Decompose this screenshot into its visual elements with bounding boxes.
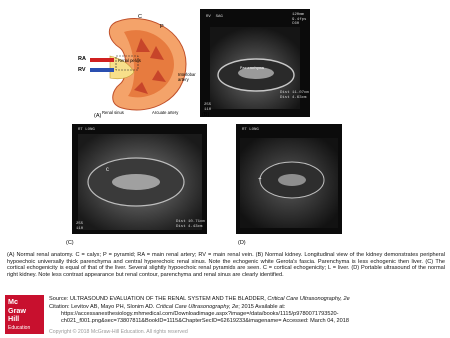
panel-c-ultrasound	[72, 124, 207, 234]
us-header-c: RT LONG	[78, 128, 95, 132]
citation-url[interactable]: https://accessanesthesiology.mhmedical.com/Downloadimage.aspx?image=/data/books/1115/p9780071793520-ch021_f001.png&sec=73807811&BookID=1115&ChapterSecID=62619233&imagename= Accessed: March 04, 2018	[61, 311, 349, 325]
kidney-illustration	[86, 12, 196, 120]
citation-rest: ; 2015 Available at:	[238, 303, 286, 310]
us-measure-b: Dist 11.07cm Dist 4.63cm	[280, 91, 309, 100]
us-header-d: RT LONG	[242, 128, 259, 132]
annotation-arcuate-artery: Arcuate artery	[152, 110, 179, 115]
logo-line-1: Mc	[8, 297, 18, 306]
us-bottom-left-b: 255 110	[204, 103, 212, 112]
annotation-renal-pelvis: Renal pelvis	[118, 58, 141, 63]
citation-book: Critical Care Ultrasonography, 2e	[155, 303, 239, 310]
source-citation	[49, 296, 445, 326]
us-measure-c: Dist 10.71cm Dist 4.43cm	[176, 220, 205, 229]
annotation-interlobar-artery: Interlobar artery	[178, 72, 196, 82]
panel-b-label: (B)	[202, 112, 210, 118]
cortex-marker-c: C	[106, 167, 110, 173]
source-prefix: Source: ULTRASOUND EVALUATION OF THE RENAL SYSTEM AND THE BLADDER,	[49, 296, 268, 302]
panel-d-ultrasound	[236, 124, 342, 234]
panel-c-label: (C)	[66, 240, 74, 246]
logo-line-3: Hill	[8, 314, 20, 324]
panel-d-label: (D)	[238, 240, 246, 246]
citation-prefix: Citation: Levitov AB, Mayo PH, Slonim AD.	[49, 303, 156, 310]
panel-a-anatomy	[78, 12, 196, 120]
parenchyma-label: Parenchyma	[240, 67, 265, 71]
us-side-readout-b: 120mm 9.4fps C60	[292, 13, 307, 27]
logo-line-2: Graw	[8, 305, 26, 315]
annotation-renal-sinus: Renal sinus	[102, 110, 124, 115]
citation-line	[49, 304, 445, 312]
annotation-pyramid: P	[160, 24, 164, 30]
figure-caption: (A) Normal renal anatomy. C = calyx; P = pyramid; RA = main renal artery; RV = main renal vein. (B) Normal kidney. Longitudinal view of the kidney demonstrates peripheral hypoechoic universally thick parenchyma and central hyperechoic renal sinus. Note the echogenic white Gerota's fascia. Parenchyma is less echogenic then liver. (C) The cortical echogenicity is equal of that of the liver. Several slightly hypoechoic renal pyramids are seen. C = cortical echogenicity; L = liver. (D) Portable ultrasound of the normal right kidney. Note less contrast appearance but renal contour, parenchyma and renal sinus are clearly identified.	[7, 252, 445, 278]
panel-b-ultrasound	[200, 9, 310, 117]
copyright: Copyright © 2018 McGraw-Hill Education. All rights reserved	[49, 329, 188, 335]
mcgraw-hill-logo	[5, 295, 44, 334]
ultrasound-image-d	[236, 124, 342, 234]
us-bottom-left-c: 255 110	[76, 222, 84, 231]
source-line	[49, 296, 445, 304]
annotation-renal-vein: RV	[78, 67, 86, 73]
measure-marker-d: +	[258, 176, 262, 183]
us-header-b: RV SAG	[206, 15, 223, 19]
panel-a-label: (A)	[94, 113, 102, 119]
ultrasound-image-c	[72, 124, 207, 234]
source-book: Critical Care Ultrasonography, 2e	[267, 296, 350, 302]
annotation-calyx: C	[138, 14, 142, 20]
annotation-renal-artery: RA	[78, 56, 86, 62]
logo-line-4: Education	[8, 324, 31, 331]
